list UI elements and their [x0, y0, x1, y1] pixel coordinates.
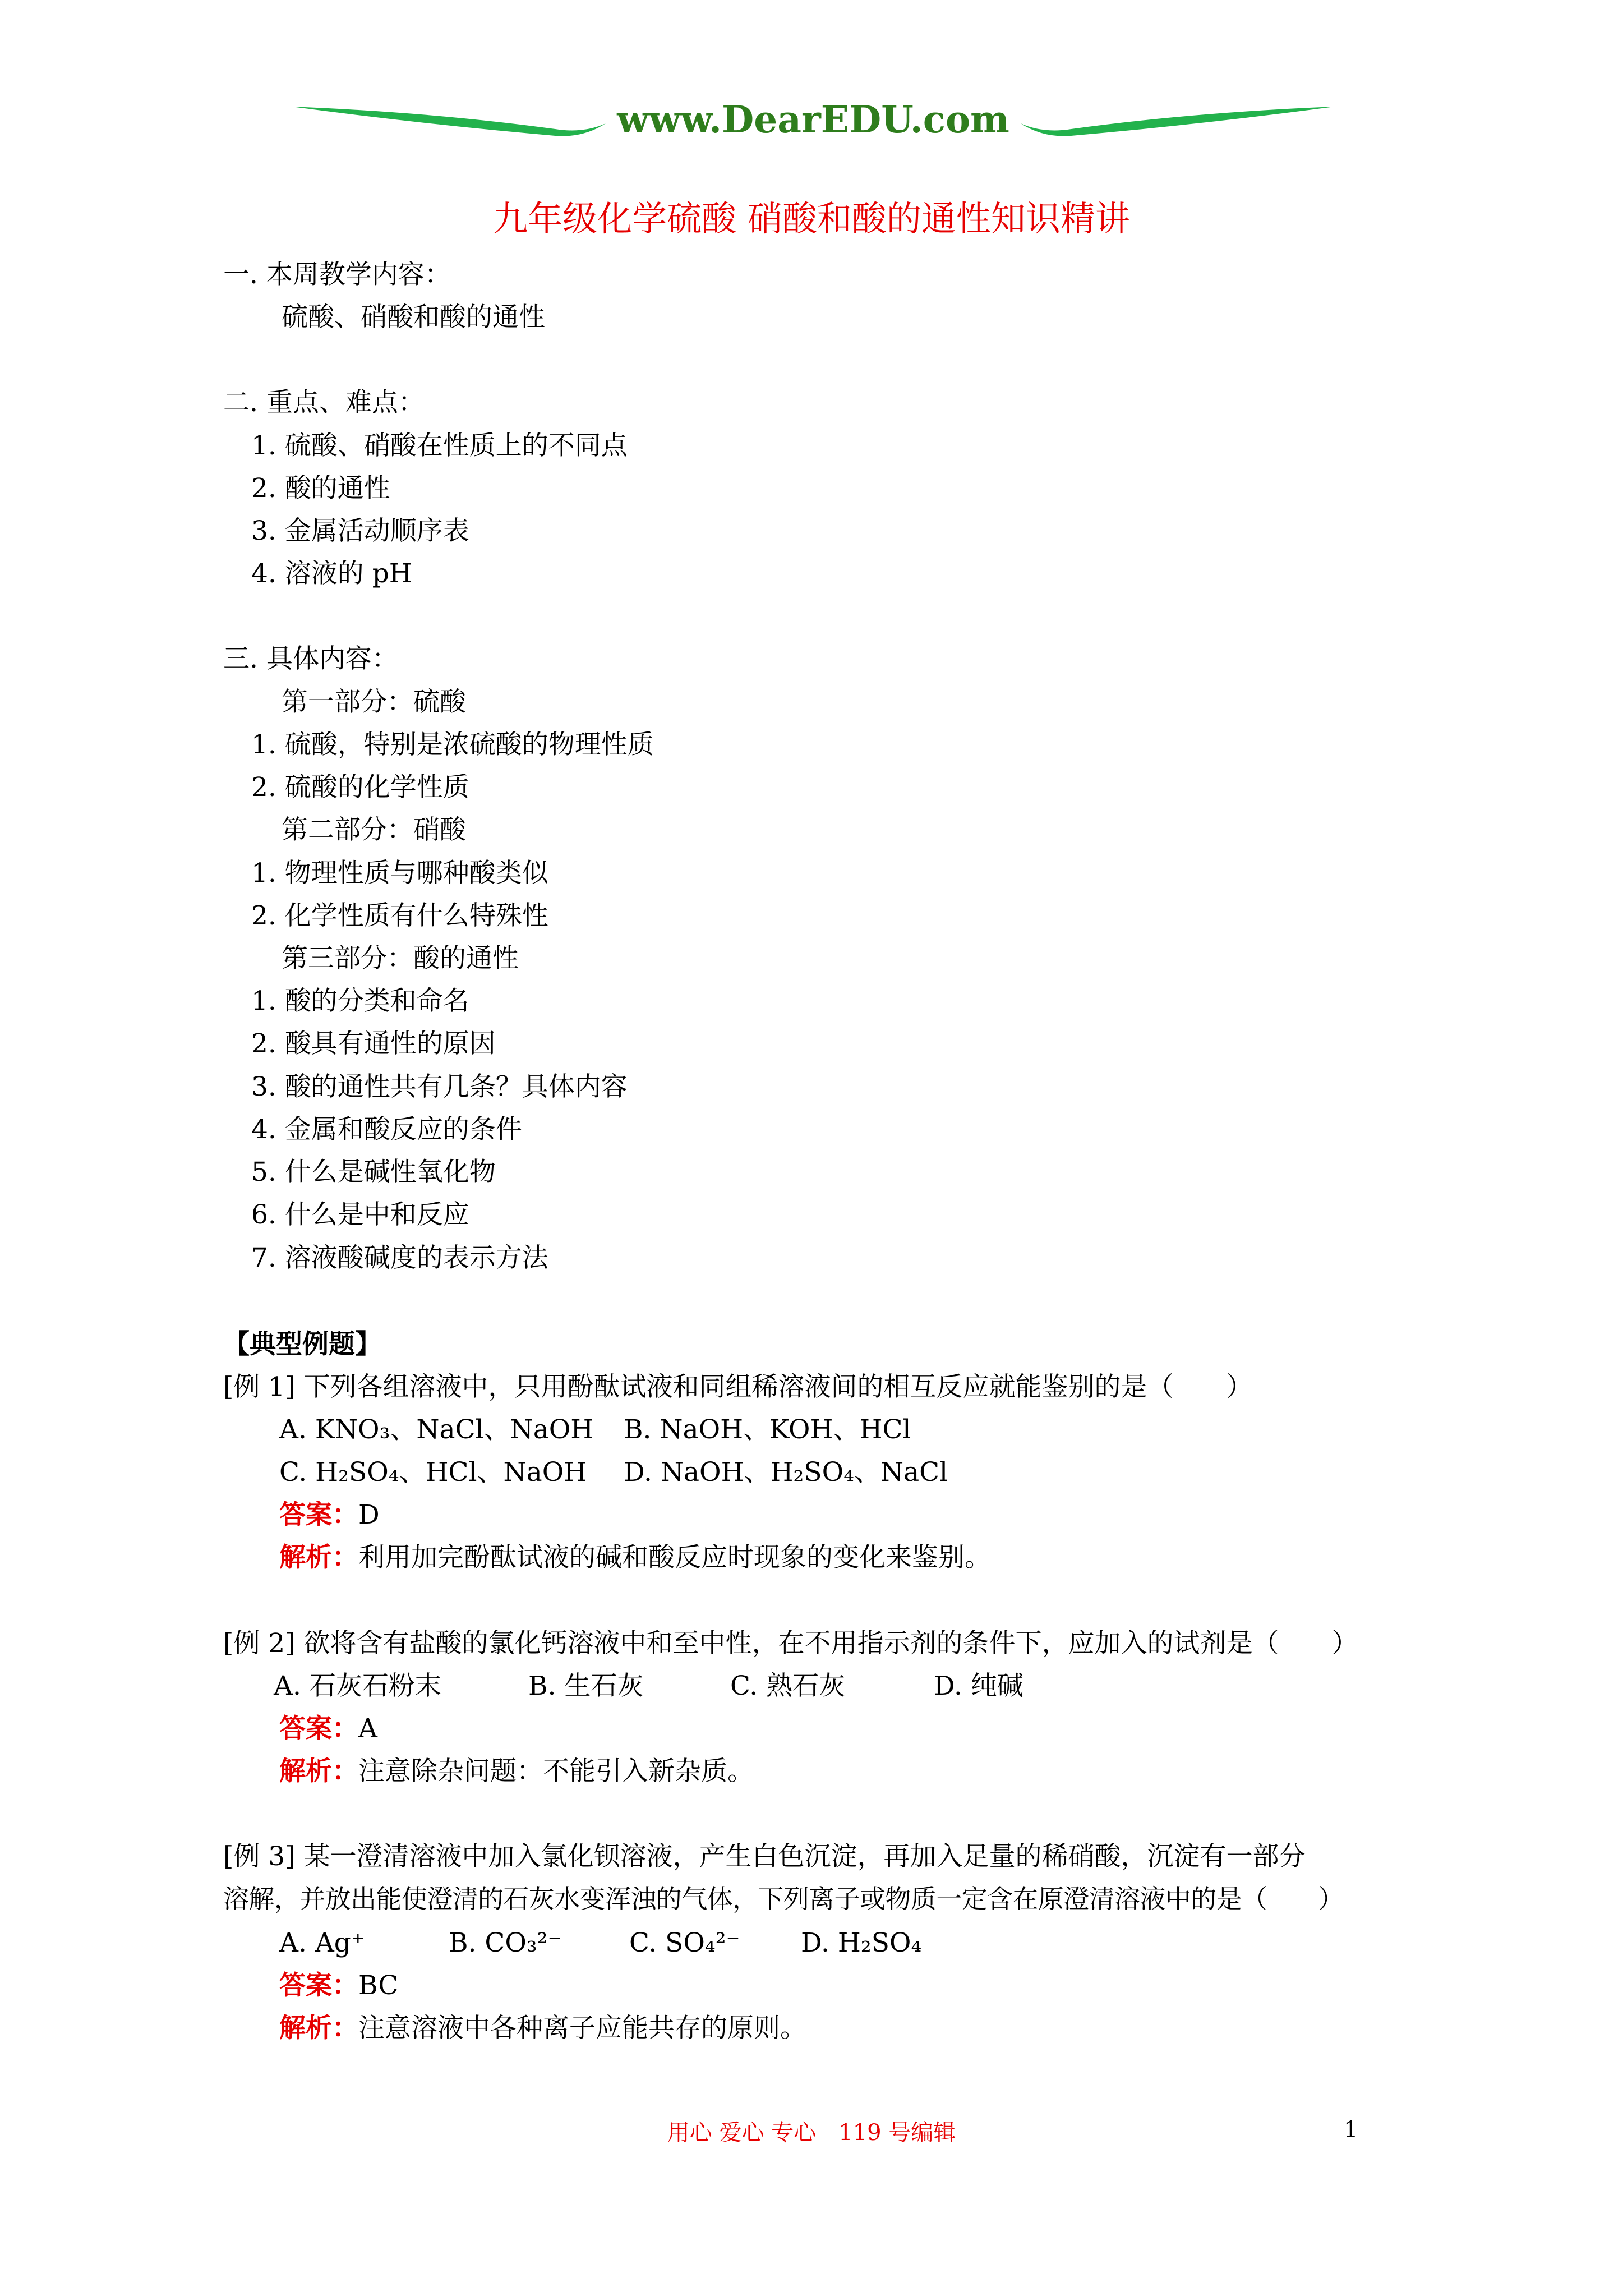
- example-2-option-c: C. 熟石灰: [730, 1671, 846, 1701]
- page-number: 1: [1344, 2117, 1358, 2143]
- section-heading-1: 一. 本周教学内容：: [223, 259, 451, 290]
- example-3-option-b: B. CO₃²⁻: [449, 1927, 562, 1958]
- answer-value: D: [358, 1499, 380, 1530]
- section-content-1: 硫酸、硝酸和酸的通性: [282, 302, 545, 333]
- list-item: 2. 酸具有通性的原因: [251, 1028, 496, 1059]
- list-item: 2. 化学性质有什么特殊性: [251, 900, 548, 931]
- analysis-label: 解析：: [279, 2013, 358, 2044]
- example-2-option-d: D. 纯碱: [934, 1671, 1023, 1701]
- examples-heading: 【典型例题】: [223, 1329, 381, 1360]
- list-item: 4. 金属和酸反应的条件: [251, 1114, 522, 1145]
- example-2-answer: [279, 1715, 377, 1742]
- analysis-text: 利用加完酚酞试液的碱和酸反应时现象的变化来鉴别。: [358, 1542, 991, 1573]
- example-3-option-a: A. Ag⁺: [279, 1927, 365, 1958]
- example-3-question-line1: [例 3] 某一澄清溶液中加入氯化钡溶液，产生白色沉淀，再加入足量的稀硝酸，沉淀有一部分: [223, 1841, 1306, 1872]
- example-1-option-a: A. KNO₃、NaCl、NaOH: [279, 1414, 594, 1445]
- part-heading-3: 第三部分：酸的通性: [282, 943, 519, 974]
- example-1-option-c: C. H₂SO₄、HCl、NaOH: [279, 1457, 587, 1488]
- example-2-question: [例 2] 欲将含有盐酸的氯化钙溶液中和至中性，在不用指示剂的条件下，应加入的试剂是（ ）: [223, 1628, 1358, 1659]
- example-2-option-b: B. 生石灰: [528, 1671, 644, 1701]
- list-item: 4. 溶液的 pH: [251, 558, 412, 589]
- analysis-text: 注意除杂问题：不能引入新杂质。: [358, 1756, 754, 1787]
- site-logo: [292, 90, 1335, 157]
- list-item: 2. 酸的通性: [251, 473, 390, 504]
- example-3-option-c: C. SO₄²⁻: [629, 1927, 740, 1958]
- list-item: 2. 硫酸的化学性质: [251, 772, 469, 803]
- answer-value: A: [358, 1713, 377, 1744]
- list-item: 1. 酸的分类和命名: [251, 986, 469, 1016]
- example-3-option-d: D. H₂SO₄: [801, 1927, 922, 1958]
- analysis-label: 解析：: [279, 1542, 358, 1573]
- example-3-question-line2: 溶解，并放出能使澄清的石灰水变浑浊的气体，下列离子或物质一定含在原澄清溶液中的是（ ）: [223, 1884, 1344, 1914]
- list-item: 1. 物理性质与哪种酸类似: [251, 858, 548, 889]
- example-3-answer: [279, 1972, 398, 1999]
- list-item: 5. 什么是碱性氧化物: [251, 1157, 496, 1188]
- example-1-answer: [279, 1499, 380, 1530]
- page-title: 九年级化学硫酸 硝酸和酸的通性知识精讲: [493, 198, 1130, 239]
- part-heading-2: 第二部分：硝酸: [282, 815, 466, 845]
- answer-label: 答案：: [279, 1970, 358, 2001]
- example-1-option-b: B. NaOH、KOH、HCl: [624, 1414, 911, 1445]
- list-item: 3. 金属活动顺序表: [251, 516, 469, 546]
- example-1-question: [例 1] 下列各组溶液中，只用酚酞试液和同组稀溶液间的相互反应就能鉴别的是（ ）: [223, 1372, 1253, 1402]
- answer-value: BC: [358, 1970, 399, 2001]
- section-heading-3: 三. 具体内容：: [223, 643, 398, 674]
- example-3-analysis: [279, 2013, 806, 2044]
- answer-label: 答案：: [279, 1499, 358, 1530]
- analysis-label: 解析：: [279, 1756, 358, 1787]
- list-item: 1. 硫酸，特别是浓硫酸的物理性质: [251, 729, 654, 760]
- list-item: 7. 溶液酸碱度的表示方法: [251, 1243, 548, 1273]
- example-2-option-a: A. 石灰石粉末: [274, 1671, 441, 1701]
- analysis-text: 注意溶液中各种离子应能共存的原则。: [358, 2013, 806, 2044]
- example-1-option-d: D. NaOH、H₂SO₄、NaCl: [624, 1457, 948, 1488]
- list-item: 6. 什么是中和反应: [251, 1199, 469, 1230]
- answer-label: 答案：: [279, 1713, 358, 1744]
- section-heading-2: 二. 重点、难点：: [223, 387, 425, 418]
- list-item: 1. 硫酸、硝酸在性质上的不同点: [251, 430, 628, 461]
- part-heading-1: 第一部分：硫酸: [282, 687, 466, 717]
- example-2-analysis: [279, 1756, 754, 1787]
- list-item: 3. 酸的通性共有几条？具体内容: [251, 1071, 628, 1102]
- footer-slogan: 用心 爱心 专心 119 号编辑: [667, 2120, 956, 2146]
- logo-text: www.DearEDU.com: [617, 98, 1009, 141]
- example-1-analysis: [279, 1544, 991, 1571]
